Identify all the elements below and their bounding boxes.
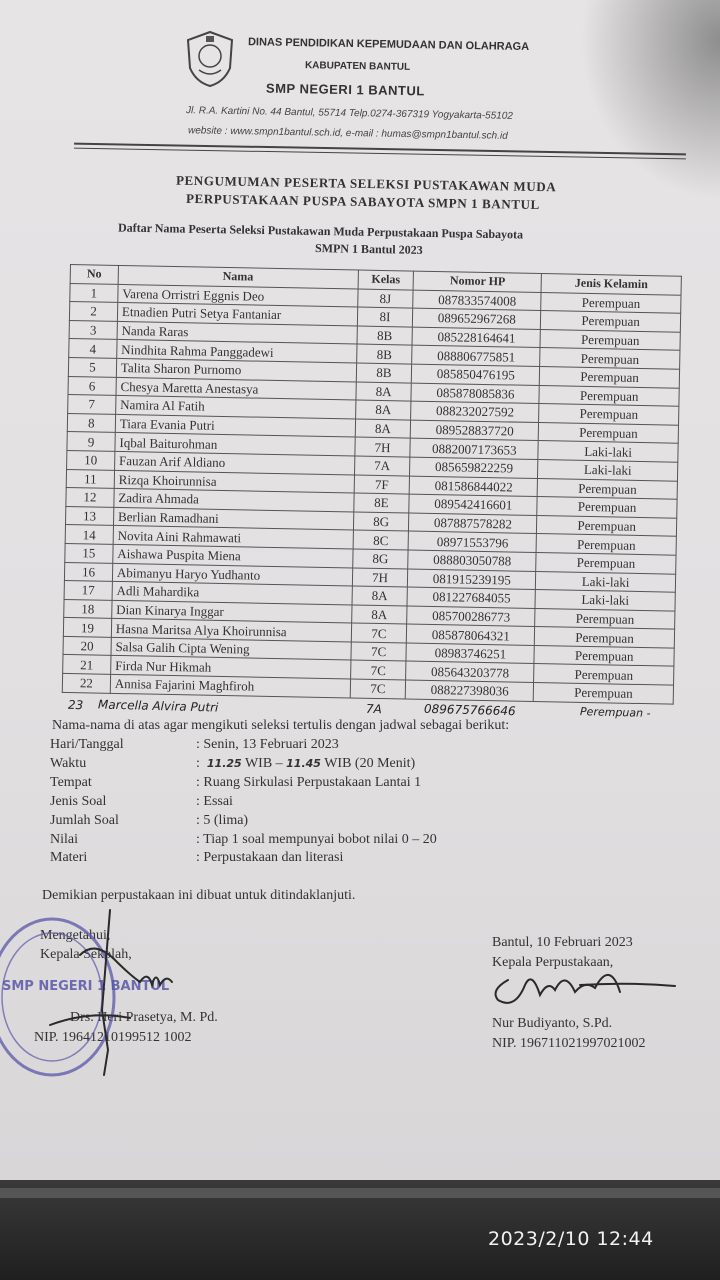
value-jenis-soal: : Essai — [196, 794, 233, 809]
sign-date: Bantul, 10 Februari 2023 — [492, 935, 633, 950]
letterhead-divider — [74, 143, 686, 160]
cell-hp: 085878085836 — [411, 383, 539, 404]
label-jumlah-soal: Jumlah Soal — [50, 813, 119, 828]
cell-no: 13 — [65, 506, 113, 526]
label-waktu: Waktu — [50, 756, 87, 771]
cell-hp: 085643203778 — [406, 661, 534, 682]
cell-nama: Nanda Raras — [117, 321, 357, 344]
cell-kelas: 7C — [351, 623, 407, 643]
cell-kelas: 7F — [354, 475, 410, 495]
librarian-name: Nur Budiyanto, S.Pd. — [492, 1016, 613, 1031]
cell-no: 4 — [69, 339, 117, 359]
cell-hp: 081586844022 — [410, 476, 538, 497]
cell-hp: 085228164641 — [412, 327, 540, 348]
cell-hp: 085659822259 — [410, 457, 538, 478]
cell-kelas: 8B — [356, 363, 412, 383]
table-body — [62, 283, 681, 704]
cell-jk: Perempuan — [540, 329, 680, 350]
cell-no: 3 — [69, 320, 117, 340]
right-sign-role: Kepala Perpustakaan, — [492, 955, 614, 970]
cell-no: 12 — [66, 488, 114, 508]
cell-jk: Perempuan — [538, 422, 678, 443]
cell-jk: Perempuan — [537, 478, 677, 499]
cell-kelas: 7C — [351, 642, 407, 662]
handwritten-phone: 089675766646 — [423, 701, 516, 719]
cell-nama: Annisa Fajarini Maghfiroh — [110, 674, 350, 697]
cell-hp: 089528837720 — [411, 420, 539, 441]
value-materi: : Perpustakaan dan literasi — [196, 850, 344, 865]
school-address: Jl. R.A. Kartini No. 44 Bantul, 55714 Telp.0274-367319 Yogyakarta-55102 — [185, 105, 513, 122]
cell-kelas: 7H — [354, 437, 410, 457]
cell-nama: Nindhita Rahma Panggadewi — [117, 340, 357, 363]
cell-jk: Perempuan — [540, 367, 680, 388]
cell-kelas: 7C — [350, 679, 406, 699]
cell-jk: Perempuan — [535, 608, 675, 629]
cell-no: 5 — [68, 357, 116, 377]
cell-hp: 08983746251 — [406, 643, 534, 664]
cell-jk: Perempuan — [537, 515, 677, 536]
school-name: SMP NEGERI 1 BANTUL — [265, 80, 425, 99]
cell-hp: 081227684055 — [407, 587, 535, 608]
cell-jk: Perempuan — [535, 627, 675, 648]
cell-nama: Namira Al Fatih — [116, 396, 356, 419]
participants-table-container — [62, 264, 682, 704]
cell-hp: 0882007173653 — [410, 438, 538, 459]
cell-hp: 085850476195 — [412, 364, 540, 385]
cell-jk: Perempuan — [533, 683, 673, 704]
cell-kelas: 8C — [353, 530, 409, 550]
cell-no: 8 — [67, 413, 115, 433]
time-duration: WIB (20 Menit) — [324, 756, 416, 771]
time-start: 11.25 — [206, 757, 242, 770]
cell-hp: 087887578282 — [409, 513, 537, 534]
cell-kelas: 8E — [353, 493, 409, 513]
list-subtitle-line-1: Daftar Nama Peserta Seleksi Pustakawan Muda Perpustakaan Puspa Sabayota — [117, 220, 524, 242]
value-waktu: : 11.25 WIB – 11.45 WIB (20 Menit) — [196, 756, 416, 771]
handwritten-kelas: 7A — [365, 701, 383, 717]
cell-no: 14 — [65, 525, 113, 545]
cell-nama: Berlian Ramadhani — [113, 507, 353, 530]
participants-table — [62, 264, 682, 704]
regency-emblem-icon — [184, 30, 236, 88]
cell-no: 15 — [65, 543, 113, 563]
signatures-drawing — [20, 900, 700, 1090]
cell-jk: Laki-laki — [535, 590, 675, 611]
cell-no: 16 — [64, 562, 112, 582]
agency-name: DINAS PENDIDIKAN KEPEMUDAAN DAN OLAHRAGA — [247, 36, 530, 54]
announcement-title-line-2: PERPUSTAKAAN PUSPA SABAYOTA SMPN 1 BANTUL — [185, 190, 540, 213]
cell-nama: Fauzan Arif Aldiano — [114, 451, 354, 474]
cell-hp: 089542416601 — [409, 494, 537, 515]
value-nilai: : Tiap 1 soal mempunyai bobot nilai 0 – 20 — [196, 832, 437, 847]
cell-hp: 08971553796 — [409, 531, 537, 552]
cell-kelas: 8B — [356, 344, 412, 364]
cell-jk: Perempuan — [539, 404, 679, 425]
cell-kelas: 8J — [357, 289, 413, 309]
label-tempat: Tempat — [50, 775, 92, 790]
cell-jk: Perempuan — [541, 311, 681, 332]
cell-kelas: 8A — [351, 605, 407, 625]
header-jenis-kelamin: Jenis Kelamin — [541, 274, 681, 295]
cell-no: 2 — [69, 302, 117, 322]
cell-kelas: 8I — [357, 307, 413, 327]
librarian-nip: NIP. 196711021997021002 — [492, 1036, 646, 1051]
cell-jk: Perempuan — [534, 645, 674, 666]
cell-nama: Varena Orristri Eggnis Deo — [118, 284, 358, 307]
cell-hp: 081915239195 — [408, 569, 536, 590]
cell-nama: Zadira Ahmada — [114, 489, 354, 512]
cell-hp: 088227398036 — [406, 680, 534, 701]
cell-nama: Etnadien Putri Setya Fantaniar — [117, 303, 357, 326]
cell-kelas: 8A — [355, 400, 411, 420]
value-hari-tanggal: : Senin, 13 Februari 2023 — [196, 737, 339, 752]
handwritten-no: 23 — [67, 697, 84, 713]
cell-kelas: 8B — [357, 326, 413, 346]
cell-jk: Perempuan — [541, 292, 681, 313]
label-nilai: Nilai — [50, 832, 78, 847]
cell-nama: Abimanyu Haryo Yudhanto — [112, 563, 352, 586]
cell-no: 6 — [68, 376, 116, 396]
left-sign-acknowledge: Mengetahui, — [40, 928, 111, 943]
cell-jk: Laki-laki — [538, 441, 678, 462]
cell-no: 10 — [67, 450, 115, 470]
photo-timestamp: 2023/2/10 12:44 — [488, 1228, 654, 1250]
cell-jk: Perempuan — [534, 664, 674, 685]
cell-nama: Iqbal Baiturohman — [115, 433, 355, 456]
handwritten-name: Marcella Alvira Putri — [97, 697, 219, 715]
cell-kelas: 8G — [353, 512, 409, 532]
cell-no: 22 — [62, 673, 110, 693]
time-separator: WIB – — [244, 756, 283, 771]
announcement-title-line-1: PENGUMUMAN PESERTA SELEKSI PUSTAKAWAN MUDA — [175, 172, 557, 195]
cell-no: 21 — [63, 655, 111, 675]
cell-no: 18 — [64, 599, 112, 619]
region-name: KABUPATEN BANTUL — [304, 60, 411, 73]
header-no: No — [70, 265, 118, 285]
cell-nama: Dian Kinarya Inggar — [112, 600, 352, 623]
label-hari-tanggal: Hari/Tanggal — [50, 737, 124, 752]
cell-nama: Adli Mahardika — [112, 581, 352, 604]
librarian-signature-icon — [496, 975, 675, 1003]
cell-jk: Perempuan — [536, 552, 676, 573]
cell-kelas: 8G — [352, 549, 408, 569]
schedule-intro: Nama-nama di atas agar mengikuti seleksi tertulis dengan jadwal sebagai berikut: — [52, 718, 510, 733]
header-nomor-hp: Nomor HP — [414, 271, 542, 292]
cell-no: 17 — [64, 581, 112, 601]
value-jumlah-soal: : 5 (lima) — [196, 813, 249, 828]
cell-nama: Aishawa Puspita Miena — [113, 544, 353, 567]
cell-kelas: 7C — [350, 660, 406, 680]
cell-jk: Laki-laki — [538, 459, 678, 480]
cell-jk: Laki-laki — [536, 571, 676, 592]
stamp-text: SMP NEGERI 1 BANTUL — [2, 979, 170, 994]
list-subtitle-line-2: SMPN 1 Bantul 2023 — [314, 241, 423, 257]
label-jenis-soal: Jenis Soal — [50, 794, 107, 809]
cell-nama: Firda Nur Hikmah — [111, 656, 351, 679]
cell-nama: Rizqa Khoirunnisa — [114, 470, 354, 493]
cell-no: 1 — [70, 283, 118, 303]
cell-hp: 088803050788 — [408, 550, 536, 571]
cell-hp: 088232027592 — [411, 401, 539, 422]
cell-nama: Chesya Maretta Anestasya — [116, 377, 356, 400]
handwritten-gender: Perempuan - — [579, 705, 651, 720]
cell-kelas: 8A — [352, 586, 408, 606]
cell-no: 19 — [63, 618, 111, 638]
cell-jk: Perempuan — [537, 497, 677, 518]
cell-nama: Hasna Maritsa Alya Khoirunnisa — [111, 619, 351, 642]
cell-hp: 089652967268 — [413, 308, 541, 329]
time-end: 11.45 — [286, 757, 321, 770]
cell-kelas: 7A — [354, 456, 410, 476]
school-contact: website : www.smpn1bantul.sch.id, e-mail : humas@smpn1bantul.sch.id — [187, 125, 508, 142]
header-kelas: Kelas — [358, 270, 414, 290]
cell-jk: Perempuan — [539, 385, 679, 406]
label-materi: Materi — [50, 850, 88, 865]
cell-kelas: 8A — [355, 419, 411, 439]
cell-hp: 085878064321 — [407, 624, 535, 645]
principal-nip: NIP. 19641210199512 1002 — [34, 1030, 192, 1045]
principal-name: Drs. Heri Prasetya, M. Pd. — [70, 1010, 218, 1025]
cell-hp: 088806775851 — [412, 345, 540, 366]
cell-hp: 085700286773 — [407, 606, 535, 627]
cell-no: 7 — [68, 395, 116, 415]
cell-no: 9 — [67, 432, 115, 452]
header-nama: Nama — [118, 265, 358, 288]
cell-kelas: 7H — [352, 567, 408, 587]
cell-no: 11 — [66, 469, 114, 489]
cell-hp: 087833574008 — [413, 290, 541, 311]
closing-statement: Demikian perpustakaan ini dibuat untuk ditindaklanjuti. — [42, 888, 356, 903]
left-sign-role: Kepala Sekolah, — [40, 947, 132, 962]
cell-no: 20 — [63, 636, 111, 656]
cell-nama: Talita Sharon Purnomo — [116, 358, 356, 381]
cell-nama: Novita Aini Rahmawati — [113, 526, 353, 549]
cell-nama: Salsa Galih Cipta Wening — [111, 637, 351, 660]
cell-kelas: 8A — [356, 382, 412, 402]
value-tempat: : Ruang Sirkulasi Perpustakaan Lantai 1 — [196, 775, 422, 790]
cell-jk: Perempuan — [540, 348, 680, 369]
cell-jk: Perempuan — [536, 534, 676, 555]
cell-nama: Tiara Evania Putri — [115, 414, 355, 437]
